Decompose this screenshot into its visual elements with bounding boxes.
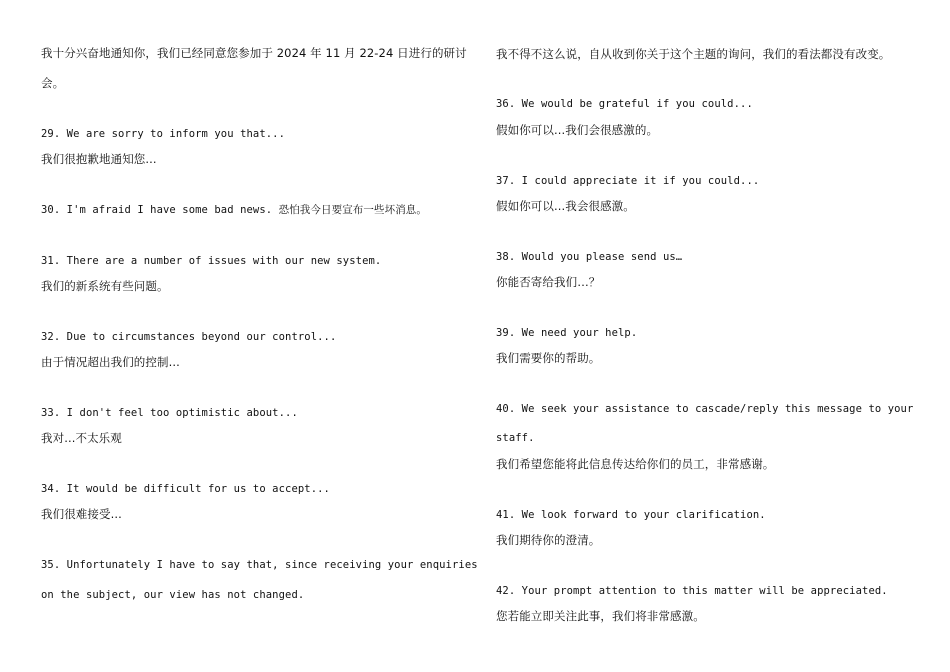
intro-line: 会。 [41,76,65,90]
phrase-chinese: 我们期待你的澄清。 [496,533,601,547]
phrase-chinese: 假如你可以...我会很感激。 [496,199,635,213]
phrase-english: 38. Would you please send us… [496,251,683,263]
phrase-english: 35. Unfortunately I have to say that, since receiving your enquiries [41,559,478,571]
phrase-english: 41. We look forward to your clarification. [496,509,766,521]
phrase-english: 40. We seek your assistance to cascade/reply this message to your [496,403,914,415]
phrase-english: 30. I'm afraid I have some bad news. 恐怕我今日要宣布一些坏消息。 [41,204,427,216]
phrase-chinese: 您若能立即关注此事，我们将非常感激。 [496,609,705,623]
phrase-chinese: 我们很抱歉地通知您... [41,152,157,166]
phrase-chinese: 我们希望您能将此信息传达给你们的员工，非常感谢。 [496,457,775,471]
phrase-english: staff. [496,432,535,444]
phrase-english: on the subject, our view has not changed. [41,589,305,601]
phrase-english: 31. There are a number of issues with our new system. [41,255,382,267]
phrase-chinese: 我不得不这么说，自从收到你关于这个主题的询问，我们的看法都没有改变。 [496,47,891,61]
phrase-chinese: 我们很难接受... [41,507,122,521]
phrase-chinese: 由于情况超出我们的控制... [41,355,180,369]
phrase-english: 36. We would be grateful if you could... [496,98,753,110]
phrase-chinese: 假如你可以...我们会很感激的。 [496,123,659,137]
phrase-chinese: 我对...不太乐观 [41,431,122,445]
phrase-english: 29. We are sorry to inform you that... [41,128,286,140]
phrase-english: 39. We need your help. [496,327,638,339]
phrase-english: 32. Due to circumstances beyond our control... [41,331,337,343]
intro-line: 我十分兴奋地通知你，我们已经同意您参加于 2024 年 11 月 22-24 日进行的研讨 [41,46,467,60]
phrase-english: 33. I don't feel too optimistic about... [41,407,298,419]
phrase-english: 37. I could appreciate it if you could... [496,175,760,187]
phrase-english: 42. Your prompt attention to this matter will be appreciated. [496,585,888,597]
phrase-chinese: 我们需要你的帮助。 [496,351,601,365]
phrase-chinese: 我们的新系统有些问题。 [41,279,169,293]
phrase-english: 34. It would be difficult for us to accept... [41,483,330,495]
phrase-chinese: 你能否寄给我们…？ [496,275,601,289]
